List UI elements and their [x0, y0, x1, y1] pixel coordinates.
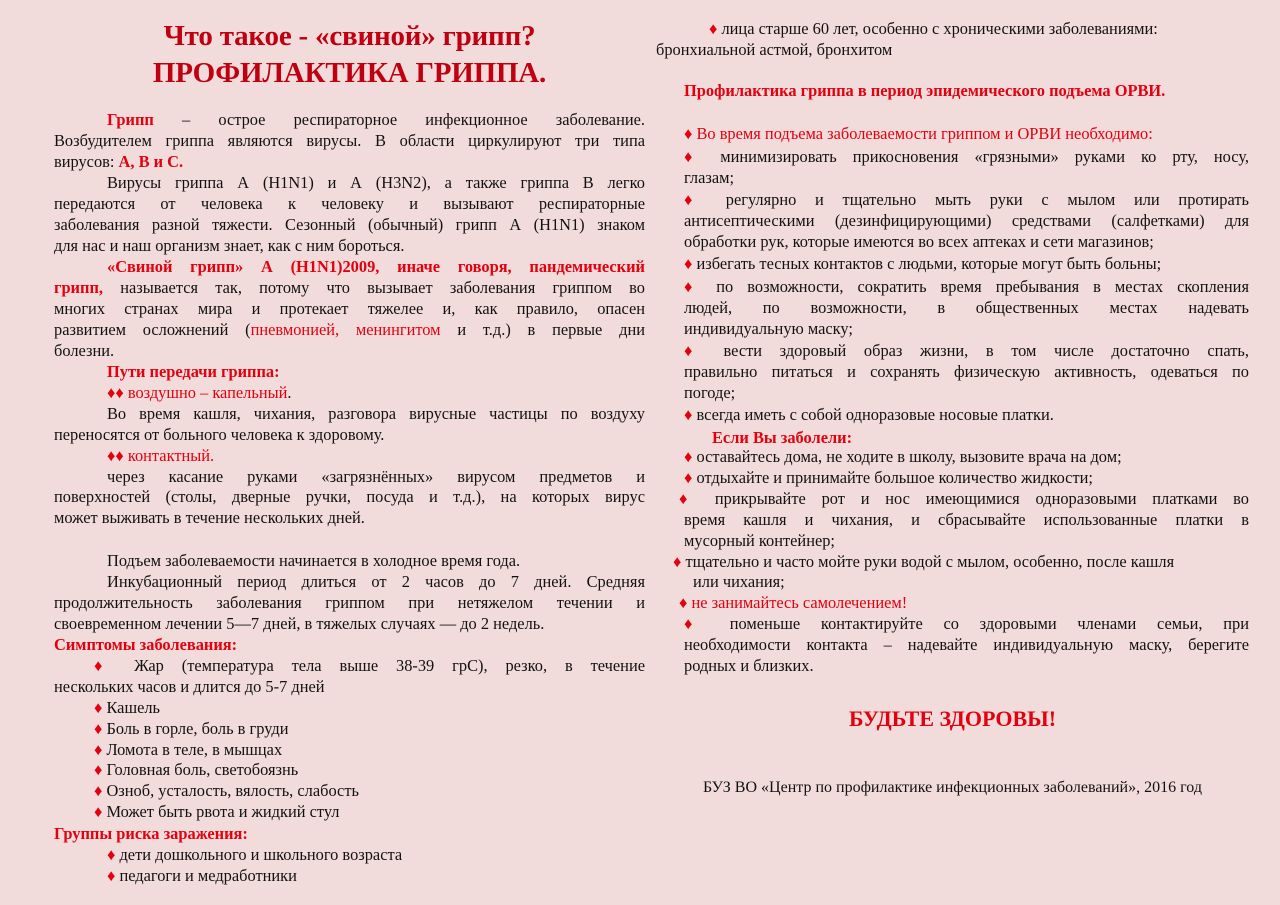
risk-group-text: дети дошкольного и школьного возраста — [119, 844, 403, 864]
prevention-line — [684, 341, 1249, 362]
prevention-item — [684, 341, 1249, 404]
symptom-text: Ломота в теле, в мышцах — [106, 739, 283, 759]
prevention-text: минимизировать прикосновения «грязными» руками ко рту, носу, — [704, 146, 1249, 166]
diamond-icon: ♦ — [107, 844, 120, 864]
diamond-icon: ♦♦ — [107, 382, 124, 402]
risk-group-item — [54, 845, 645, 866]
prevention-text: антисептическими (дезинфицирующими) средствами (салфетками) для — [684, 211, 1249, 231]
prevention-text: обработки рук, которые имеются во всех аптеках и сети магазинов; — [684, 232, 1154, 252]
cover-line-1: прикрывайте рот и нос имеющимися одноразовыми платками во — [699, 488, 1249, 508]
symptom-text: Кашель — [106, 697, 161, 717]
prevention-line — [684, 405, 1249, 426]
incubation-line-1: Инкубационный период длиться от 2 часов до 7 дней. Средняя — [107, 571, 645, 591]
diamond-icon: ♦ — [709, 19, 718, 38]
be-healthy-banner: БУДЬТЕ ЗДОРОВЫ! — [848, 706, 1057, 731]
airborne-dot: . — [287, 382, 292, 402]
prevention-text: по возможности, сократить время пребывания в местах скопления — [702, 276, 1249, 296]
diamond-icon: ♦ — [684, 190, 708, 210]
diamond-icon: ♦ — [684, 614, 710, 634]
prevention-line — [684, 168, 1249, 189]
symptom-item — [54, 760, 645, 781]
diamond-icon: ♦ — [94, 760, 107, 780]
prevention-section — [684, 124, 1249, 449]
prevention-text: правильно питаться и сохранять физическую активность, одеваться по — [684, 361, 1249, 381]
diamond-icon: ♦ — [94, 718, 107, 738]
contact-label: контактный. — [123, 445, 215, 465]
risk-groups-section — [54, 824, 645, 887]
prevention-item — [684, 254, 1249, 275]
contact-line-2: поверхностей (столы, дверные ручки, посуда и т.д.), на которых вирус — [54, 487, 645, 507]
viruses-line-3: заболевания разной тяжести. Сезонный (обычный) грипп А (H1N1) знаком — [54, 214, 645, 234]
swine-line-5: болезни. — [54, 340, 115, 360]
prevention-line — [684, 319, 1249, 340]
symptom-text: Головная боль, светобоязнь — [106, 760, 299, 780]
prevention-text: вести здоровый образ жизни, в том числе достаточно спать, — [705, 341, 1249, 361]
diamond-icon: ♦ — [684, 146, 705, 166]
intro-paragraph — [54, 110, 645, 173]
diamond-icon: ♦ — [673, 551, 682, 571]
cover-line-3: мусорный контейнер; — [684, 530, 835, 550]
diamond-icon: ♦ — [679, 488, 700, 508]
prevention-line — [684, 211, 1249, 232]
symptom-item — [54, 719, 645, 740]
prevention-item — [684, 190, 1249, 253]
diamond-icon: ♦ — [684, 124, 693, 143]
diamond-icon: ♦ — [679, 593, 688, 613]
symptoms-section — [54, 635, 645, 823]
contact-line-1: через касание руками «загрязнённых» вирусом предметов и — [107, 466, 645, 486]
intro-line-1: – острое респираторное инфекционное заболевание. — [153, 110, 645, 129]
diamond-icon: ♦ — [94, 697, 107, 717]
viruses-line-1: Вирусы гриппа А (H1N1) и А (H3N2), а также гриппа В легко — [107, 173, 645, 192]
prevention-item — [684, 405, 1249, 426]
airborne-line-2: переносятся от больного человека к здоровому. — [54, 424, 385, 444]
risk-list — [54, 845, 645, 887]
prevention-text: глазам; — [684, 167, 735, 187]
intro-term: Грипп — [107, 110, 154, 129]
swine-flu-heading: «Свиной грипп» А (H1N1)2009, иначе говоря, пандемический — [107, 257, 645, 276]
diamond-icon: ♦ — [94, 655, 117, 675]
prevention-text: людей, по возможности, в общественных местах надевать — [684, 297, 1249, 317]
symptom-text: Боль в горле, боль в груди — [106, 718, 289, 738]
prevention-line — [684, 232, 1249, 253]
prevention-line — [684, 298, 1249, 319]
limit-line-3: родных и близких. — [684, 656, 814, 676]
symptom-item — [54, 740, 645, 761]
season-text: Подъем заболеваемости начинается в холодное время года. — [107, 551, 521, 570]
prevention-intro: Во время подъема заболеваемости гриппом и ОРВИ необходимо: — [692, 124, 1153, 143]
cover-line-2: время кашля и чихания, и сбрасывайте использованные платки в — [684, 509, 1249, 529]
swine-line-4-prefix: развитием осложнений ( — [54, 319, 251, 339]
complications: пневмонией, менингитом — [250, 319, 441, 339]
diamond-icon: ♦ — [94, 802, 107, 822]
viruses-paragraph — [54, 173, 645, 257]
if-sick-item — [679, 447, 1249, 468]
prevention-item — [684, 277, 1249, 340]
risk-groups-heading: Группы риска заражения: — [54, 824, 248, 843]
incubation-line-3: своевременном лечении 5—7 дней, в тяжелых случаях — до 2 недель. — [54, 613, 545, 633]
intro-line-3: вирусов: — [54, 151, 119, 171]
wash-line-1: тщательно и часто мойте руки водой с мылом, особенно, после кашля — [681, 551, 1175, 571]
if-sick-item — [679, 468, 1249, 489]
prevention-text: избегать тесных контактов с людьми, которые могут быть больны; — [692, 254, 1162, 274]
diamond-icon: ♦ — [107, 865, 120, 885]
contact-line-3: может выживать в течение нескольких дней. — [54, 508, 365, 528]
prevention-text: всегда иметь с собой одноразовые носовые платки. — [692, 405, 1054, 425]
wash-line-2: или чихания; — [693, 572, 785, 592]
if-sick-text: оставайтесь дома, не ходите в школу, вызовите врача на дом; — [692, 447, 1122, 466]
prevention-list — [684, 147, 1249, 426]
symptom-item — [54, 698, 645, 719]
symptoms-heading: Симптомы заболевания: — [54, 635, 238, 654]
swine-flu-term: грипп, — [54, 277, 103, 297]
prevention-line — [684, 190, 1249, 211]
transmission-heading: Пути передачи гриппа: — [107, 362, 280, 381]
swine-line-4-suffix: и т.д.) в первые дни — [440, 319, 645, 339]
prevention-text: регулярно и тщательно мыть руки с мылом или протирать — [707, 190, 1249, 210]
diamond-icon: ♦ — [684, 276, 703, 296]
prevention-text: погоде; — [684, 382, 736, 402]
prevention-text: индивидуальную маску; — [684, 318, 853, 338]
diamond-icon: ♦ — [684, 254, 693, 274]
airborne-line-1: Во время кашля, чихания, разговора вирусные частицы по воздуху — [107, 403, 645, 423]
no-self-treatment: не занимайтесь самолечением! — [687, 593, 908, 613]
viruses-line-4: для нас и наш организм знает, как с ним бороться. — [54, 235, 405, 255]
diamond-icon: ♦ — [684, 447, 693, 466]
symptom-text: Озноб, усталость, вялость, слабость — [106, 781, 359, 801]
limit-line-1: поменьше контактируйте со здоровыми членами семьи, при — [709, 614, 1249, 634]
intro-line-2: Возбудителем гриппа являются вирусы. В области циркулируют три типа — [54, 130, 645, 150]
if-sick-heading: Если Вы заболели: — [712, 427, 853, 447]
prevention-line — [684, 147, 1249, 168]
transmission-section — [54, 362, 645, 529]
viruses-line-2: передаются от человека к человеку и вызывают респираторные — [54, 193, 645, 213]
risk-group-text: педагоги и медработники — [119, 865, 297, 885]
publisher-credit: БУЗ ВО «Центр по профилактике инфекционных заболеваний», 2016 год — [703, 779, 1202, 796]
elderly-line-2: бронхиальной астмой, бронхитом — [656, 39, 893, 59]
prevention-line — [684, 383, 1249, 404]
elderly-line-1: лица старше 60 лет, особенно с хроническими заболеваниями: — [717, 19, 1158, 38]
swine-flu-paragraph — [54, 257, 645, 362]
if-sick-list — [679, 447, 1249, 489]
incubation-line-2: продолжительность заболевания гриппом при нетяжелом течении и — [54, 592, 645, 612]
prevention-item — [684, 147, 1249, 189]
page-title-line-2: ПРОФИЛАКТИКА ГРИППА. — [152, 57, 547, 89]
diamond-icon: ♦ — [684, 341, 706, 361]
symptom-text: Может быть рвота и жидкий стул — [106, 802, 340, 822]
swine-line-3: многих странах мира и протекает тяжелее и, как правило, опасен — [54, 298, 645, 318]
prevention-line — [684, 254, 1249, 275]
virus-types: А, В и С. — [118, 151, 184, 171]
symptom-item — [54, 781, 645, 802]
prevention-line — [684, 277, 1249, 298]
diamond-icon: ♦ — [94, 739, 107, 759]
prevention-line — [684, 362, 1249, 383]
season-incubation — [54, 551, 645, 635]
swine-line-2: называется так, потому что вызывает заболевания гриппом во — [103, 277, 645, 297]
fever-line-1: Жар (температура тела выше 38-39 грС), резко, в течение — [116, 655, 645, 675]
airborne-label: воздушно – капельный — [123, 382, 288, 402]
diamond-icon: ♦ — [94, 781, 107, 801]
risk-elderly — [656, 19, 1249, 61]
fever-line-2: нескольких часов и длится до 5-7 дней — [54, 676, 325, 696]
symptom-item — [54, 802, 645, 823]
limit-line-2: необходимости контакта – надевайте индивидуальную маску, берегите — [684, 635, 1249, 655]
risk-group-item — [54, 866, 645, 887]
if-sick-text: отдыхайте и принимайте большое количество жидкости; — [692, 467, 1093, 487]
page-title-line-1: Что такое - «свиной» грипп? — [163, 20, 536, 52]
prevention-heading: Профилактика гриппа в период эпидемического подъема ОРВИ. — [684, 81, 1166, 100]
symptom-list — [54, 698, 645, 823]
diamond-icon: ♦ — [684, 405, 693, 425]
if-sick-section — [673, 447, 1249, 677]
diamond-icon: ♦ — [684, 467, 693, 487]
diamond-icon: ♦♦ — [107, 445, 124, 465]
